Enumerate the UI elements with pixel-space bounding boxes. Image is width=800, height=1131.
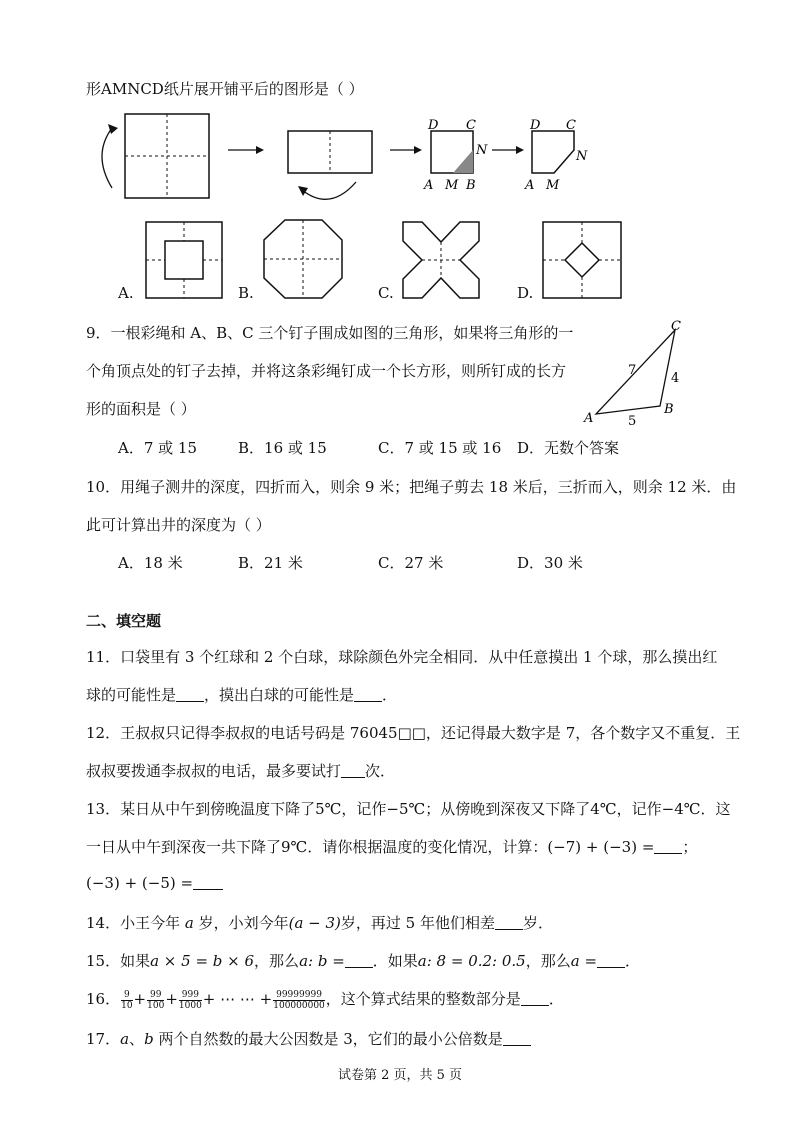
q16-frac-3: $\frac{999}{1000}$ <box>178 989 202 1011</box>
q13-line1: 13．某日从中午到傍晚温度下降了5℃，记作−5℃；从傍晚到深夜又下降了4℃，记作−4℃．这 <box>86 800 731 818</box>
tri-side-BC: 4 <box>671 371 680 386</box>
q12-blank[interactable] <box>341 763 365 778</box>
q10-option-D[interactable]: D．30 米 <box>517 554 583 572</box>
cut-corner-shaded <box>453 150 473 173</box>
q12-line1: 12．王叔叔只记得李叔叔的电话号码是 76045□□，还记得最大数字是 7，各个数字又不重复．王 <box>86 724 741 742</box>
option-D-figure <box>543 222 621 298</box>
label-M: M <box>445 178 459 193</box>
q11-blank-2[interactable] <box>354 687 382 702</box>
q17-blank[interactable] <box>503 1031 531 1046</box>
q8-option-D[interactable]: D. <box>517 284 534 302</box>
q16-frac-1: $\frac{9}{10}$ <box>121 989 133 1011</box>
label-M-2: M <box>546 178 560 193</box>
q15-text-a: 15．如果 <box>86 952 151 970</box>
label-C: C <box>466 118 476 133</box>
q12-text-a: 叔叔要拨通李叔叔的电话，最多要试打 <box>86 762 342 780</box>
q15-expr-1: a × 5 = b × 6 <box>150 952 255 970</box>
q16-blank[interactable] <box>521 991 549 1006</box>
q9-option-B[interactable]: B．16 或 15 <box>238 439 327 457</box>
q13-blank-2[interactable] <box>193 875 223 890</box>
q8-option-B[interactable]: B. <box>238 284 254 302</box>
q14-line <box>86 912 553 933</box>
q15-blank-1[interactable] <box>345 953 373 968</box>
q15-text-c: ．如果 <box>372 952 418 970</box>
q9-line1: 9．一根彩绳和 A、B、C 三个钉子围成如图的三角形，如果将三角形的一 <box>86 324 574 342</box>
q9-option-A[interactable]: A．7 或 15 <box>118 439 197 457</box>
tri-label-C: C <box>671 319 681 334</box>
q15-text-e: ． <box>625 952 641 970</box>
q8-option-C[interactable]: C. <box>378 284 394 302</box>
label-D-2: D <box>530 118 541 133</box>
q13-text-b: ； <box>682 838 698 856</box>
q13-blank-1[interactable] <box>654 839 682 854</box>
option-B-figure <box>264 220 342 298</box>
q10-line1: 10．用绳子测井的深度，四折而入，则余 9 米；把绳子剪去 18 米后，三折而入，则余 12 米．由 <box>86 478 737 496</box>
q14-var-a: a <box>184 914 194 932</box>
label-A-2: A <box>525 178 535 193</box>
q14-text-d: 岁． <box>522 914 553 932</box>
q16-frac-2: $\frac{99}{100}$ <box>147 989 165 1011</box>
q16-line: 16． $\frac{9}{10}$ + $\frac{99}{100}$ + $\frac{999}{1000}$ + ⋯ ⋯ + $\frac{99999999}{100000000}$ ，这个算式结果的整数部分是 ． <box>86 989 564 1011</box>
q10-line2: 此可计算出井的深度为（ ） <box>86 516 271 534</box>
q14-expr: (a − 3) <box>288 914 341 932</box>
q17-sep: 、 <box>129 1030 145 1048</box>
q16-frac-last: $\frac{99999999}{100000000}$ <box>273 989 325 1011</box>
label-N: N <box>476 143 488 158</box>
q16-dots: + ⋯ ⋯ + <box>202 990 273 1008</box>
q12-text-b: 次． <box>365 762 396 780</box>
q17-line <box>86 1028 531 1049</box>
q9-line3: 形的面积是（ ） <box>86 400 196 418</box>
q15-text-d: ，那么 <box>525 952 571 970</box>
q12-line2 <box>86 760 395 781</box>
q15-expr-2: a: b = <box>299 952 345 970</box>
tri-side-AB: 5 <box>628 414 637 429</box>
q17-text-a: 17． <box>86 1030 121 1048</box>
q17-var-a: a <box>120 1030 130 1048</box>
q11-text-a: 球的可能性是 <box>86 686 177 704</box>
q9-option-D[interactable]: D．无数个答案 <box>517 439 620 457</box>
q15-expr-4: a = <box>570 952 598 970</box>
q13-line2 <box>86 836 697 857</box>
q10-option-C[interactable]: C．27 米 <box>378 554 444 572</box>
q9-line2: 个角顶点处的钉子去掉，并将这条彩绳钉成一个长方形，则所钉成的长方 <box>86 362 567 380</box>
q15-expr-3: a: 8 = 0.2: 0.5 <box>417 952 526 970</box>
q11-text-c: ． <box>382 686 398 704</box>
section-2-heading: 二、填空题 <box>86 612 162 630</box>
curved-arrow-under <box>302 182 356 199</box>
q15-line <box>86 950 640 971</box>
option-A-figure <box>146 222 222 298</box>
q13-text-a: 一日从中午到深夜一共下降了9℃．请你根据温度的变化情况，计算：(−7) + (−3) = <box>86 838 655 856</box>
label-C-2: C <box>566 118 576 133</box>
q8-tail-text: 形AMNCD纸片展开铺平后的图形是（ ） <box>86 80 364 98</box>
q14-text-c: 岁，再过 5 年他们相差 <box>340 914 495 932</box>
fold-step-4-cut-shape <box>532 131 574 173</box>
q11-blank-1[interactable] <box>176 687 204 702</box>
q11-line1: 11．口袋里有 3 个红球和 2 个白球，球除颜色外完全相同．从中任意摸出 1 个球，那么摸出红 <box>86 648 718 666</box>
q17-var-b: b <box>144 1030 154 1048</box>
tri-label-B: B <box>664 402 674 417</box>
q9-option-C[interactable]: C．7 或 15 或 16 <box>378 439 502 457</box>
q9-triangle-figure <box>580 316 690 430</box>
q13-line3 <box>86 874 223 892</box>
q17-text-b: 两个自然数的最大公因数是 3，它们的最小公倍数是 <box>153 1030 503 1048</box>
q8-folding-figure <box>0 100 800 300</box>
q13-text-c: (−3) + (−5) = <box>86 874 194 892</box>
tri-label-A: A <box>584 411 594 426</box>
q11-line2 <box>86 684 397 705</box>
q14-text-a: 14．小王今年 <box>86 914 185 932</box>
q15-text-b: ，那么 <box>254 952 300 970</box>
q16-text: ，这个算式结果的整数部分是 <box>325 990 521 1008</box>
page-footer: 试卷第 2 页，共 5 页 <box>337 1068 463 1083</box>
label-D: D <box>428 118 439 133</box>
q11-text-b: ，摸出白球的可能性是 <box>204 686 355 704</box>
q16-end: ． <box>548 990 564 1008</box>
curved-arrow-left <box>102 128 112 188</box>
q14-blank[interactable] <box>495 915 523 930</box>
tri-side-AC: 7 <box>628 363 637 378</box>
q16-prefix: 16． <box>86 990 121 1008</box>
q15-blank-2[interactable] <box>597 953 625 968</box>
q14-text-b: 岁，小刘今年 <box>193 914 289 932</box>
q10-option-A[interactable]: A．18 米 <box>118 554 183 572</box>
option-C-figure <box>403 222 479 298</box>
label-A: A <box>424 178 434 193</box>
q10-option-B[interactable]: B．21 米 <box>238 554 303 572</box>
label-N-2: N <box>576 149 588 164</box>
q8-option-A[interactable]: A. <box>118 284 134 302</box>
label-B: B <box>466 178 476 193</box>
